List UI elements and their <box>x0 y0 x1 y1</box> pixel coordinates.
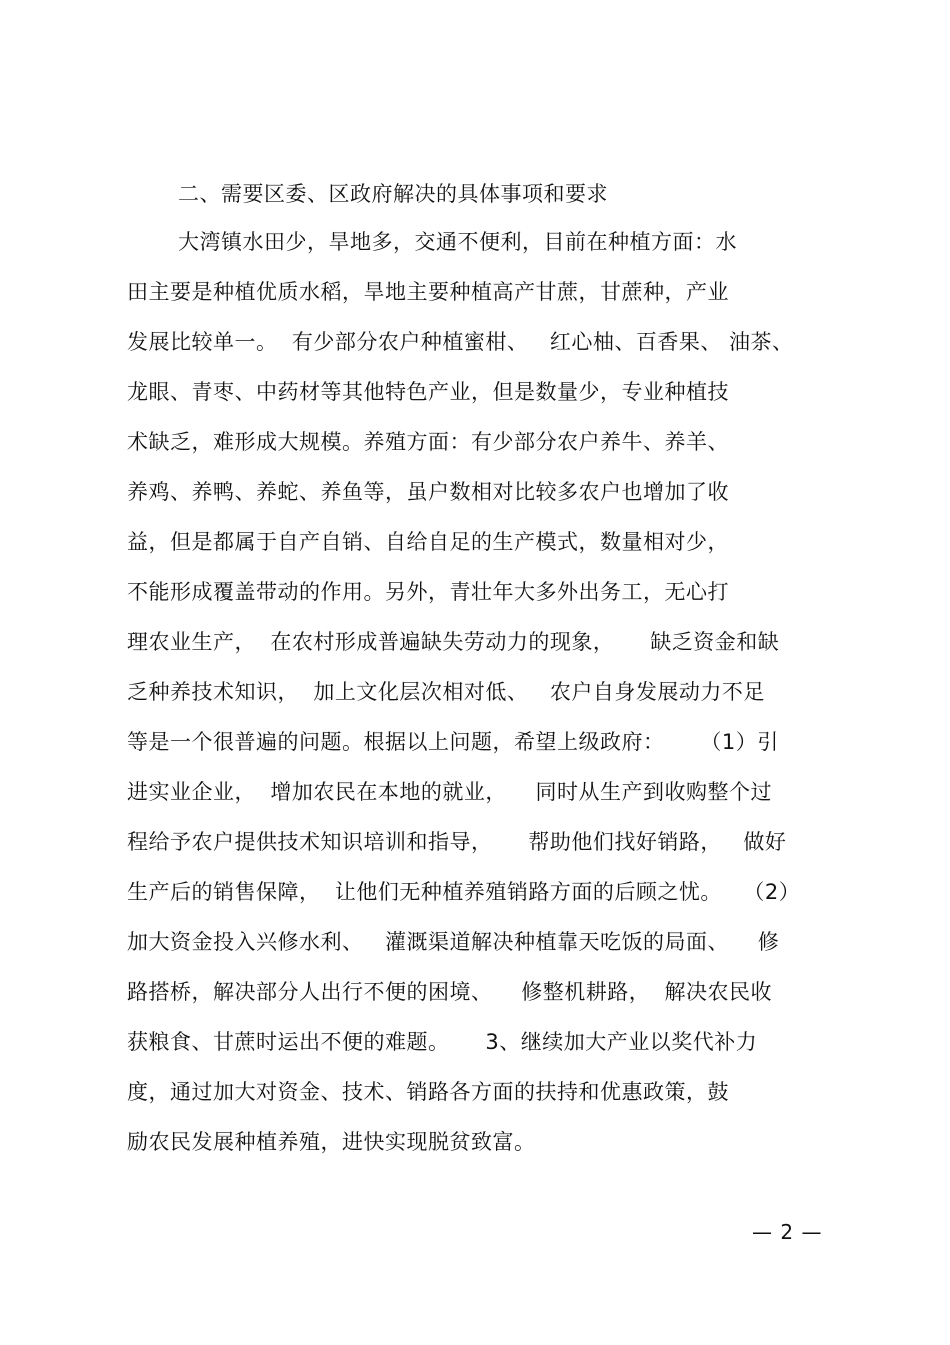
paragraph-line: 乏种养技术知识， 加上文化层次相对低、 农户自身发展动力不足 <box>127 680 765 704</box>
paragraph-line: 度，通过加大对资金、技术、销路各方面的扶持和优惠政策，鼓 <box>127 1080 729 1104</box>
paragraph-line: 加大资金投入兴修水利、 灌溉渠道解决种植靠天吃饭的局面、 修 <box>127 930 780 954</box>
paragraph-line: 田主要是种植优质水稻，旱地主要种植高产甘蔗，甘蔗种，产业 <box>127 280 729 304</box>
paragraph-line: 等是一个很普遍的问题。根据以上问题，希望上级政府： （1）引 <box>127 730 779 754</box>
paragraph-line: 不能形成覆盖带动的作用。另外，青壮年大多外出务工，无心打 <box>127 580 729 604</box>
paragraph-line: 路搭桥，解决部分人出行不便的困境、 修整机耕路， 解决农民收 <box>127 980 773 1004</box>
paragraph-line: 理农业生产， 在农村形成普遍缺失劳动力的现象， 缺乏资金和缺 <box>127 630 780 654</box>
paragraph-line: 大湾镇水田少，旱地多，交通不便利，目前在种植方面：水 <box>178 230 737 254</box>
paragraph-line: 进实业企业， 增加农民在本地的就业， 同时从生产到收购整个过 <box>127 780 773 804</box>
paragraph-line: 励农民发展种植养殖，进快实现脱贫致富。 <box>127 1130 536 1154</box>
page-number: — 2 — <box>752 1220 823 1244</box>
section-heading: 二、需要区委、区政府解决的具体事项和要求 <box>178 182 608 206</box>
paragraph-line: 益，但是都属于自产自销、自给自足的生产模式，数量相对少， <box>127 530 729 554</box>
paragraph-line: 获粮食、甘蔗时运出不便的难题。 3、继续加大产业以奖代补力 <box>127 1030 758 1054</box>
paragraph-line: 术缺乏，难形成大规模。养殖方面：有少部分农户养牛、养羊、 <box>127 430 729 454</box>
paragraph-line: 程给予农户提供技术知识培训和指导， 帮助他们找好销路， 做好 <box>127 830 787 854</box>
paragraph-line: 龙眼、青枣、中药材等其他特色产业，但是数量少，专业种植技 <box>127 380 729 404</box>
paragraph-line: 养鸡、养鸭、养蛇、养鱼等，虽户数相对比较多农户也增加了收 <box>127 480 729 504</box>
paragraph-line: 生产后的销售保障， 让他们无种植养殖销路方面的后顾之忧。 （2） <box>127 880 801 904</box>
paragraph-line: 发展比较单一。 有少部分农户种植蜜柑、 红心柚、百香果、 油茶、 <box>127 330 794 354</box>
